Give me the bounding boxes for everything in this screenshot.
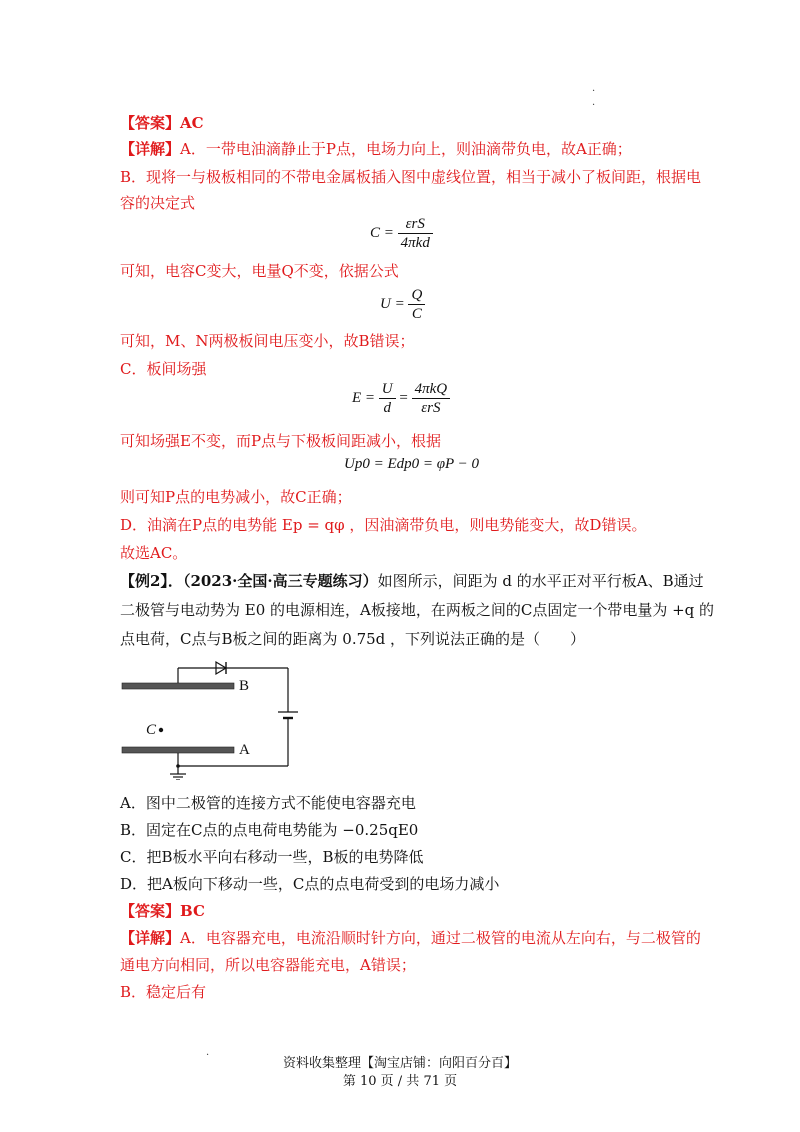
circuit-diagram (118, 660, 308, 780)
detail-2-a2: 通电方向相同，所以电容器能充电，A错误； (120, 956, 416, 974)
fraction-denominator: εrS (421, 400, 441, 416)
answer-value: AC (180, 114, 204, 132)
formula-fraction (408, 286, 425, 323)
detail-1-b2: 容的决定式 (120, 194, 196, 212)
fraction-denominator: d (383, 400, 391, 416)
fraction-denominator: C (411, 306, 422, 322)
formula-lhs: U = (380, 295, 405, 312)
detail-label: 【详解】 (120, 929, 181, 947)
option-c: C．把B板水平向右移动一些，B板的电势降低 (120, 848, 424, 866)
example-2-line-3: 点电荷，C点与B板之间的距离为 0.75d ，下列说法正确的是（ ） (120, 630, 586, 648)
corner-mark: · (592, 86, 596, 97)
example-2-line-1 (120, 570, 704, 592)
detail-text: A．一带电油滴静止于P点，电场力向上，则油滴带负电，故A正确； (180, 140, 632, 158)
detail-1-conclusion: 故选AC。 (120, 544, 188, 562)
fraction-numerator: U (379, 380, 396, 399)
formula-potential: Up0 = Edp0 = φP − 0 (344, 456, 480, 472)
detail-1-a (120, 138, 632, 160)
detail-2-b: B．稳定后有 (120, 983, 207, 1001)
detail-1-b1: B．现将一与极板相同的不带电金属板插入图中虚线位置，相当于减小了板间距，根据电 (120, 168, 702, 186)
formula-lhs: C = (370, 224, 394, 241)
answer-label: 【答案】 (120, 114, 181, 132)
fraction-denominator: 4πkd (400, 235, 430, 251)
point-c-dot (159, 728, 163, 732)
formula-fraction (398, 215, 433, 252)
fraction-numerator: 4πkQ (412, 380, 451, 399)
detail-1-d: D．油滴在P点的电势能 Ep = qφ ，因油滴带负电，则电势能变大，故D错误。 (120, 516, 647, 534)
example-tag: 【例2】． (120, 572, 183, 590)
formula-fraction-2 (412, 380, 451, 417)
detail-2-a1 (120, 927, 701, 949)
detail-1-c1: C．板间场强 (120, 360, 207, 378)
detail-1-b3: 可知，电容C变大，电量Q不变，依据公式 (120, 262, 399, 280)
fraction-numerator: εrS (398, 215, 433, 234)
formula-voltage (380, 286, 425, 323)
question-text: 如图所示，间距为 d 的水平正对平行板A、B通过 (377, 572, 704, 590)
answer-value: BC (180, 902, 205, 920)
answer-2 (120, 900, 205, 922)
detail-1-c2: 可知场强E不变，而P点与下极板间距减小，根据 (120, 432, 442, 450)
plate-a (122, 747, 234, 753)
label-a: A (239, 742, 250, 758)
formula-field (352, 380, 450, 417)
formula-capacitance (370, 215, 433, 252)
detail-1-b4: 可知，M、N两极板间电压变小，故B错误； (120, 332, 415, 350)
plate-b (122, 683, 234, 689)
fraction-numerator: Q (408, 286, 425, 305)
example-source: （2023·全国·高三专题练习） (182, 572, 378, 590)
example-2-line-2: 二极管与电动势为 E0 的电源相连，A板接地，在两板之间的C点固定一个带电量为 +q 的 (120, 601, 715, 619)
corner-mark: · (592, 100, 596, 111)
answer-label: 【答案】 (120, 902, 181, 920)
detail-text: A．电容器充电，电流沿顺时针方向，通过二极管的电流从左向右，与二极管的 (180, 929, 701, 947)
page-number: 第 10 页 / 共 71 页 (342, 1074, 458, 1089)
option-d: D．把A板向下移动一些，C点的点电荷受到的电场力减小 (120, 875, 500, 893)
formula-fraction-1 (379, 380, 396, 417)
formula-equals: = (399, 389, 408, 406)
footer-mark: · (206, 1050, 210, 1061)
footer-source: 资料收集整理【淘宝店铺：向阳百分百】 (282, 1056, 517, 1071)
option-a: A．图中二极管的连接方式不能使电容器充电 (120, 794, 416, 812)
label-c: C (146, 722, 157, 738)
answer-1 (120, 112, 204, 134)
formula-lhs: E = (352, 389, 376, 406)
detail-label: 【详解】 (120, 140, 181, 158)
label-b: B (239, 678, 250, 694)
detail-1-c3: 则可知P点的电势减小，故C正确； (120, 488, 352, 506)
option-b: B．固定在C点的点电荷电势能为 −0.25qE0 (120, 821, 419, 839)
